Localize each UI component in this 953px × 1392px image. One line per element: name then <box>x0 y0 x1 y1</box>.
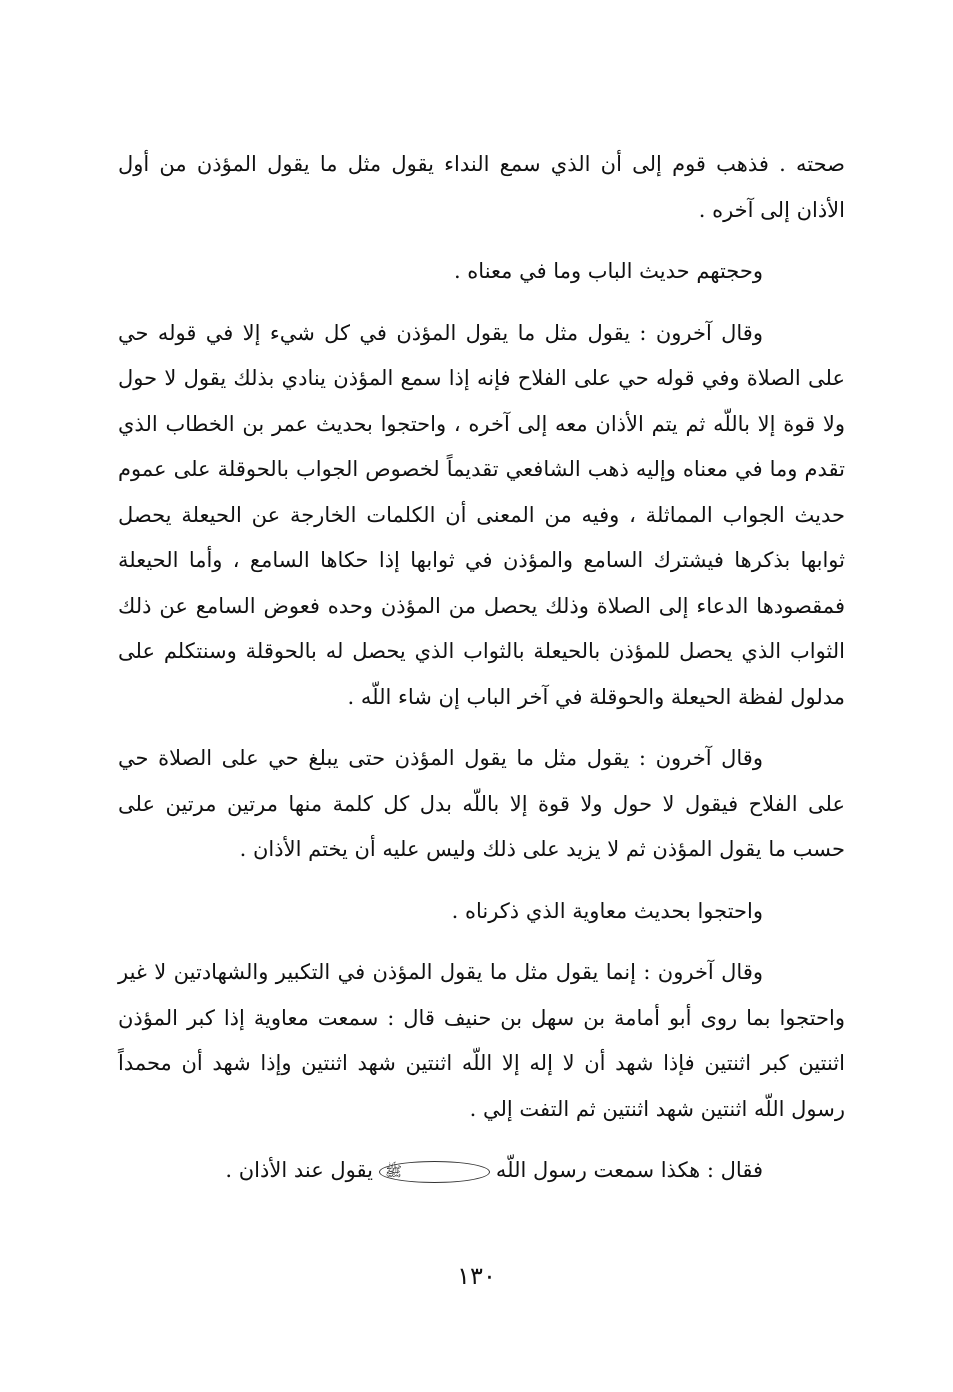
page-number: ١٣٠ <box>457 1262 496 1290</box>
paragraph-final <box>118 1148 845 1194</box>
paragraph: وقال آخرون : يقول مثل ما يقول المؤذن في كل شيء إلا في قوله حي على الصلاة وفي قوله حي على الفلاح فإنه إذا سمع المؤذن ينادي بذلك يقول لا حول ولا قوة إلا باللّه ثم يتم الأذان معه إلى آخره ، واحتجوا بحديث عمر بن الخطاب الذي تقدم وما في معناه وإليه ذهب الشافعي تقديماً لخصوص الجواب بالحوقلة على عموم حديث الجواب المماثلة ، وفيه من المعنى أن الكلمات الخارجة عن الحيعلة يحصل ثوابها بذكرها فيشترك السامع والمؤذن في ثوابها إذا حكاها السامع ، وأما الحيعلة فمقصودها الدعاء إلى الصلاة وذلك يحصل من المؤذن وحده فعوض السامع عن ذلك الثواب الذي يحصل للمؤذن بالحيعلة بالثواب الذي يحصل له بالحوقلة وسنتكلم على مدلول لفظة الحيعلة والحوقلة في آخر الباب إن شاء اللّه . <box>118 320 845 709</box>
paragraph: وحجتهم حديث الباب وما في معناه . <box>453 259 763 283</box>
final-text-start: فقال : هكذا سمعت رسول اللّه <box>495 1158 763 1182</box>
paragraph: واحتجوا بحديث معاوية الذي ذكرناه . <box>451 898 763 923</box>
paragraph: وقال آخرون : إنما يقول مثل ما يقول المؤذن في التكبير والشهادتين لا غير واحتجوا بما روى أبو أمامة بن سهل بن حنيف قال : سمعت معاوية إذا كبر المؤذن اثنتين كبر اثنتين فإذا شهد أن لا إله إلا اللّه اثنتين شهد اثنتين وإذا شهد أن محمداً رسول اللّه اثنتين شهد اثنتين ثم التفت إلي . <box>118 960 845 1121</box>
paragraph: وقال آخرون : يقول مثل ما يقول المؤذن حتى يبلغ حي على الصلاة حي على الفلاح فيقول لا حول ولا قوة إلا باللّه بدل كل كلمة منها مرتين مرتين على حسب ما يقول المؤذن ثم لا يزيد على ذلك وليس عليه أن يختم الأذان . <box>118 746 845 861</box>
praise-symbol-icon: ﷺ <box>379 1161 490 1183</box>
final-text-end: يقول عند الأذان . <box>225 1158 373 1182</box>
body-text <box>118 142 845 1194</box>
paragraph-continuation: صحته . فذهب قوم إلى أن الذي سمع النداء يقول مثل ما يقول المؤذن من أول الأذان إلى آخره . <box>118 152 845 222</box>
